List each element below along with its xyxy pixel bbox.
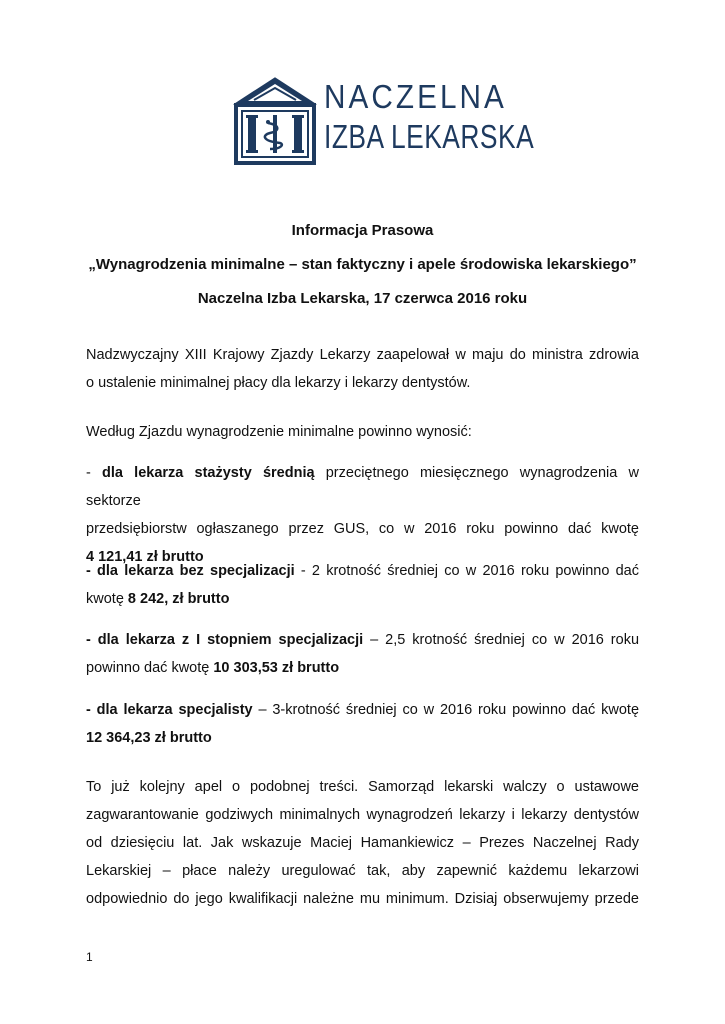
list-item-no-specialization [86, 557, 639, 613]
item-amount: 10 303,53 zł brutto [213, 660, 340, 676]
list-item-specialist [86, 696, 639, 752]
list-item-first-degree [86, 626, 639, 682]
text-line: powinno dać kwotę 10 303,53 zł brutto [86, 660, 340, 676]
document-title: Informacja Prasowa [291, 222, 434, 239]
paragraph-context [86, 773, 639, 913]
item-amount: 12 364,23 zł brutto [86, 730, 212, 746]
text-line: - dla lekarza specjalisty – 3-krotność średniej co w 2016 roku powinno dać kwotę [86, 702, 640, 718]
paragraph-intro [86, 341, 639, 397]
page-number: 1 [86, 950, 93, 964]
temple-emblem-icon [232, 73, 318, 169]
paragraph-lead-in [86, 418, 639, 446]
text-line: To już kolejny apel o podobnej treści. Samorząd lekarski walczy o ustawowe [86, 779, 639, 795]
text-line: o ustalenie minimalnej płacy dla lekarzy i lekarzy dentystów. [86, 375, 471, 391]
text-line: przedsiębiorstw ogłaszanego przez GUS, co w 2016 roku powinno dać kwotę [86, 521, 639, 537]
text-line: Nadzwyczajny XIII Krajowy Zjazdy Lekarzy zaapelował w maju do ministra zdrowia [86, 347, 639, 363]
text-line: - dla lekarza z I stopniem specjalizacji – 2,5 krotność średniej co w 2016 roku [86, 632, 640, 648]
item-label: - dla lekarza specjalisty [86, 702, 253, 718]
text-line: kwotę 8 242, zł brutto [86, 591, 230, 607]
item-label: dla lekarza stażysty średnią [102, 465, 315, 481]
item-label: - dla lekarza bez specjalizacji [86, 563, 295, 579]
text-line: od dziesięciu lat. Jak wskazuje Maciej Hamankiewicz – Prezes Naczelnej Rady [86, 835, 639, 851]
text-line: Według Zjazdu wynagrodzenie minimalne powinno wynosić: [86, 424, 472, 440]
list-item-intern [86, 459, 639, 571]
item-amount: 4 121,41 zł brutto [86, 549, 204, 565]
document-subtitle: „Wynagrodzenia minimalne – stan faktyczny i apele środowiska lekarskiego” [88, 256, 637, 273]
item-label: - dla lekarza z I stopniem specjalizacji [86, 632, 364, 648]
text-line: zagwarantowanie godziwych minimalnych wynagrodzeń lekarzy i lekarzy dentystów [86, 807, 639, 823]
document-dateline: Naczelna Izba Lekarska, 17 czerwca 2016 roku [197, 290, 528, 307]
naczelna-izba-lekarska-logo [232, 73, 535, 169]
text-line: - dla lekarza bez specjalizacji - 2 krotność średniej co w 2016 roku powinno dać [86, 563, 639, 579]
logo-line-2: IZBA LEKARSKA [324, 118, 535, 155]
logo-line-1: NACZELNA [324, 78, 507, 115]
text-line: odpowiednio do jego kwalifikacji należne mu minimum. Dzisiaj obserwujemy przede [86, 891, 639, 907]
text-line: - dla lekarza stażysty średnią przeciętnego miesięcznego wynagrodzenia w sektorze [86, 465, 640, 509]
text-line: Lekarskiej – płace należy uregulować tak, aby zapewnić każdemu lekarzowi [86, 863, 639, 879]
item-amount: 8 242, zł brutto [127, 591, 230, 607]
